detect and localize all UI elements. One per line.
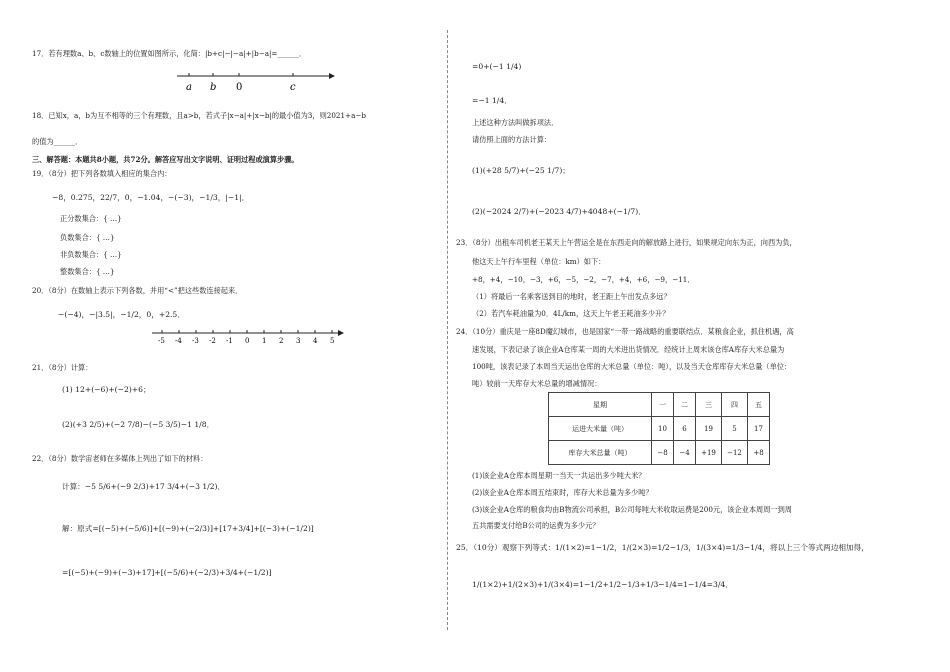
table-row	[549, 441, 770, 465]
table-cell: 6	[674, 417, 696, 441]
question-23-line2: 他这天上午行车里程（单位：km）如下：	[472, 257, 606, 266]
question-24-line2: 速发展，下表记录了该企业A仓库某一周的大米进出货情况．经统计上周末该仓库A库存大米总量为	[472, 345, 785, 354]
question-24-sub2: (2)该企业A仓库本周五结束时，库存大米总量为多少吨？	[472, 488, 653, 497]
table-cell: 10	[652, 417, 674, 441]
tick-label: -2	[209, 337, 216, 345]
question-19-title: 19．（8分）把下列各数填入相应的集合内：	[32, 169, 172, 178]
question-23-line1: 23．（8分）出租车司机老王某天上午营运全是在东西走向的解放路上进行，如果规定向东为正，向西为负，	[456, 238, 797, 247]
axis-label-b: b	[210, 82, 217, 93]
question-23-line3: +8，+4，−10，−3，+6，−5，−2，−7，+4，+6，−9，−11．	[472, 275, 695, 284]
left-column	[0, 0, 447, 672]
table-cell: 17	[748, 417, 770, 441]
question-18-line1: 18．已知x，a，b为互不相等的三个有理数，且a>b，若式子|x−a|+|x−b|的最小值为3，则2021+a−b	[32, 111, 366, 120]
tick-label: 1	[262, 337, 267, 345]
continuation-part-1: (1)(+28 5/7)+(−25 1/7)；	[472, 166, 570, 175]
right-column	[448, 0, 950, 672]
set-positive-fractions: 正分数集合：{ …}	[60, 214, 122, 223]
question-21-title: 21．（8分）计算：	[32, 363, 93, 372]
rice-table	[548, 392, 770, 465]
table-header: 星期	[549, 393, 652, 417]
table-cell: −12	[722, 441, 748, 465]
question-21-part2: (2)(+3 2/5)+(−2 7/8)−(−5 3/5)−1 1/8．	[62, 420, 215, 429]
table-cell: 运进大米量（吨）	[549, 417, 652, 441]
number-line-17	[175, 68, 335, 94]
axis-label-c: c	[290, 82, 296, 93]
set-negative-numbers: 负数集合：{ …}	[60, 233, 115, 242]
tick-label: -3	[192, 337, 199, 345]
table-cell: 库存大米总量（吨）	[549, 441, 652, 465]
question-24-sub3b: 五共需要支付给B公司的运费为多少元？	[472, 521, 600, 530]
continuation-line-3: 上述这种方法叫做拆项法．	[472, 118, 559, 127]
question-24-sub3a: (3)该企业A仓库的粮食均由B物流公司承担，B公司每吨大米收取运费是200元，该企业本周周一到周	[472, 505, 792, 514]
number-line-20	[150, 328, 350, 346]
table-header: 四	[722, 393, 748, 417]
tick-label: 0	[245, 337, 250, 345]
question-22-solution-2: =[(−5)+(−9)+(−3)+17]+[(−5/6)+(−2/3)+3/4+(−1/2)]	[62, 568, 272, 577]
tick-label: -4	[175, 337, 182, 345]
question-25-line1: 25．（10分）观察下列等式：1/(1×2)=1−1/2，1/(2×3)=1/2−1/3，1/(3×4)=1/3−1/4，将以上三个等式两边相加得，	[456, 543, 869, 552]
table-header-row	[549, 393, 770, 417]
question-24-line3: 100吨，该表记录了本周当天运出仓库的大米总量（单位：吨），以及当天仓库库存大米总量（单位：	[472, 362, 792, 371]
table-header: 五	[748, 393, 770, 417]
table-cell: +19	[696, 441, 722, 465]
question-22-solution-1: 解：原式=[(−5)+(−5/6)]+[(−9)+(−2/3)]+[17+3/4]+[(−3)+(−1/2)]	[62, 524, 314, 533]
table-cell: 5	[722, 417, 748, 441]
question-23-line5: （2）若汽车耗油量为0．4L/km，这天上午老王耗油多少升？	[472, 309, 670, 318]
question-20-title: 20．（8分）在数轴上表示下列各数，并用“<”把这些数连接起来．	[32, 286, 243, 295]
axis-label-0: 0	[236, 82, 243, 93]
table-cell: −4	[674, 441, 696, 465]
continuation-line-1: =0+(−1 1/4)	[472, 62, 522, 71]
tick-label: 2	[279, 337, 284, 345]
table-header: 二	[674, 393, 696, 417]
tick-label: -1	[226, 337, 233, 345]
question-19-numbers: −8，0.275，22/7，0，−1.04，−(−3)，−1/3，|−1|．	[52, 193, 250, 202]
set-integers: 整数集合：{ …}	[60, 267, 115, 276]
question-24-sub1: (1)该企业A仓库本周星期一当天一共运出多少吨大米？	[472, 471, 646, 480]
question-17: 17．若有理数a、b、c数轴上的位置如图所示，化简：|b+c|−|−a|+|b−a|=______．	[32, 49, 307, 58]
table-row	[549, 417, 770, 441]
tick-label: 4	[313, 337, 318, 345]
question-24-line1: 24．（10分）重庆是一座8D魔幻城市，也是国家“一带一路战略的重要联结点．某粮食企业，抓住机遇，高	[456, 327, 794, 336]
question-22-calc: 计算：−5 5/6+(−9 2/3)+17 3/4+(−3 1/2)．	[62, 482, 226, 491]
question-20-numbers: −(−4)，−|3.5|，−1/2，0，+2.5．	[58, 310, 185, 319]
table-header: 三	[696, 393, 722, 417]
continuation-part-2: (2)(−2024 2/7)+(−2023 4/7)+4048+(−1/7)．	[472, 207, 646, 216]
question-25-line2: 1/(1×2)+1/(2×3)+1/(3×4)=1−1/2+1/2−1/3+1/3−1/4=1−1/4=3/4．	[472, 580, 733, 589]
tick-label: -5	[158, 337, 165, 345]
question-18-line2: 的值为______．	[32, 137, 83, 146]
table-header: 一	[652, 393, 674, 417]
table-cell: −8	[652, 441, 674, 465]
tick-label: 5	[330, 337, 335, 345]
table-cell: +8	[748, 441, 770, 465]
continuation-line-2: =−1 1/4．	[472, 96, 512, 105]
question-21-part1: (1) 12+(−6)+(−2)+6；	[62, 385, 151, 394]
continuation-line-4: 请仿照上面的方法计算：	[472, 135, 552, 144]
section-3-heading: 三、解答题：本题共8小题，共72分。解答应写出文字说明、证明过程或演算步骤。	[32, 155, 299, 164]
table-cell: 19	[696, 417, 722, 441]
question-22-title: 22．（8分）数学宙老师在多媒体上列出了如下的材料：	[32, 454, 208, 463]
tick-label: 3	[296, 337, 301, 345]
set-non-negative: 非负数集合：{ …}	[60, 250, 122, 259]
question-23-line4: （1）将最后一名乘客送到目的地时，老王距上午出发点多远？	[472, 292, 671, 301]
question-24-line4: 吨）较前一天库存大米总量的增减情况：	[472, 379, 602, 388]
axis-label-a: a	[186, 82, 192, 93]
